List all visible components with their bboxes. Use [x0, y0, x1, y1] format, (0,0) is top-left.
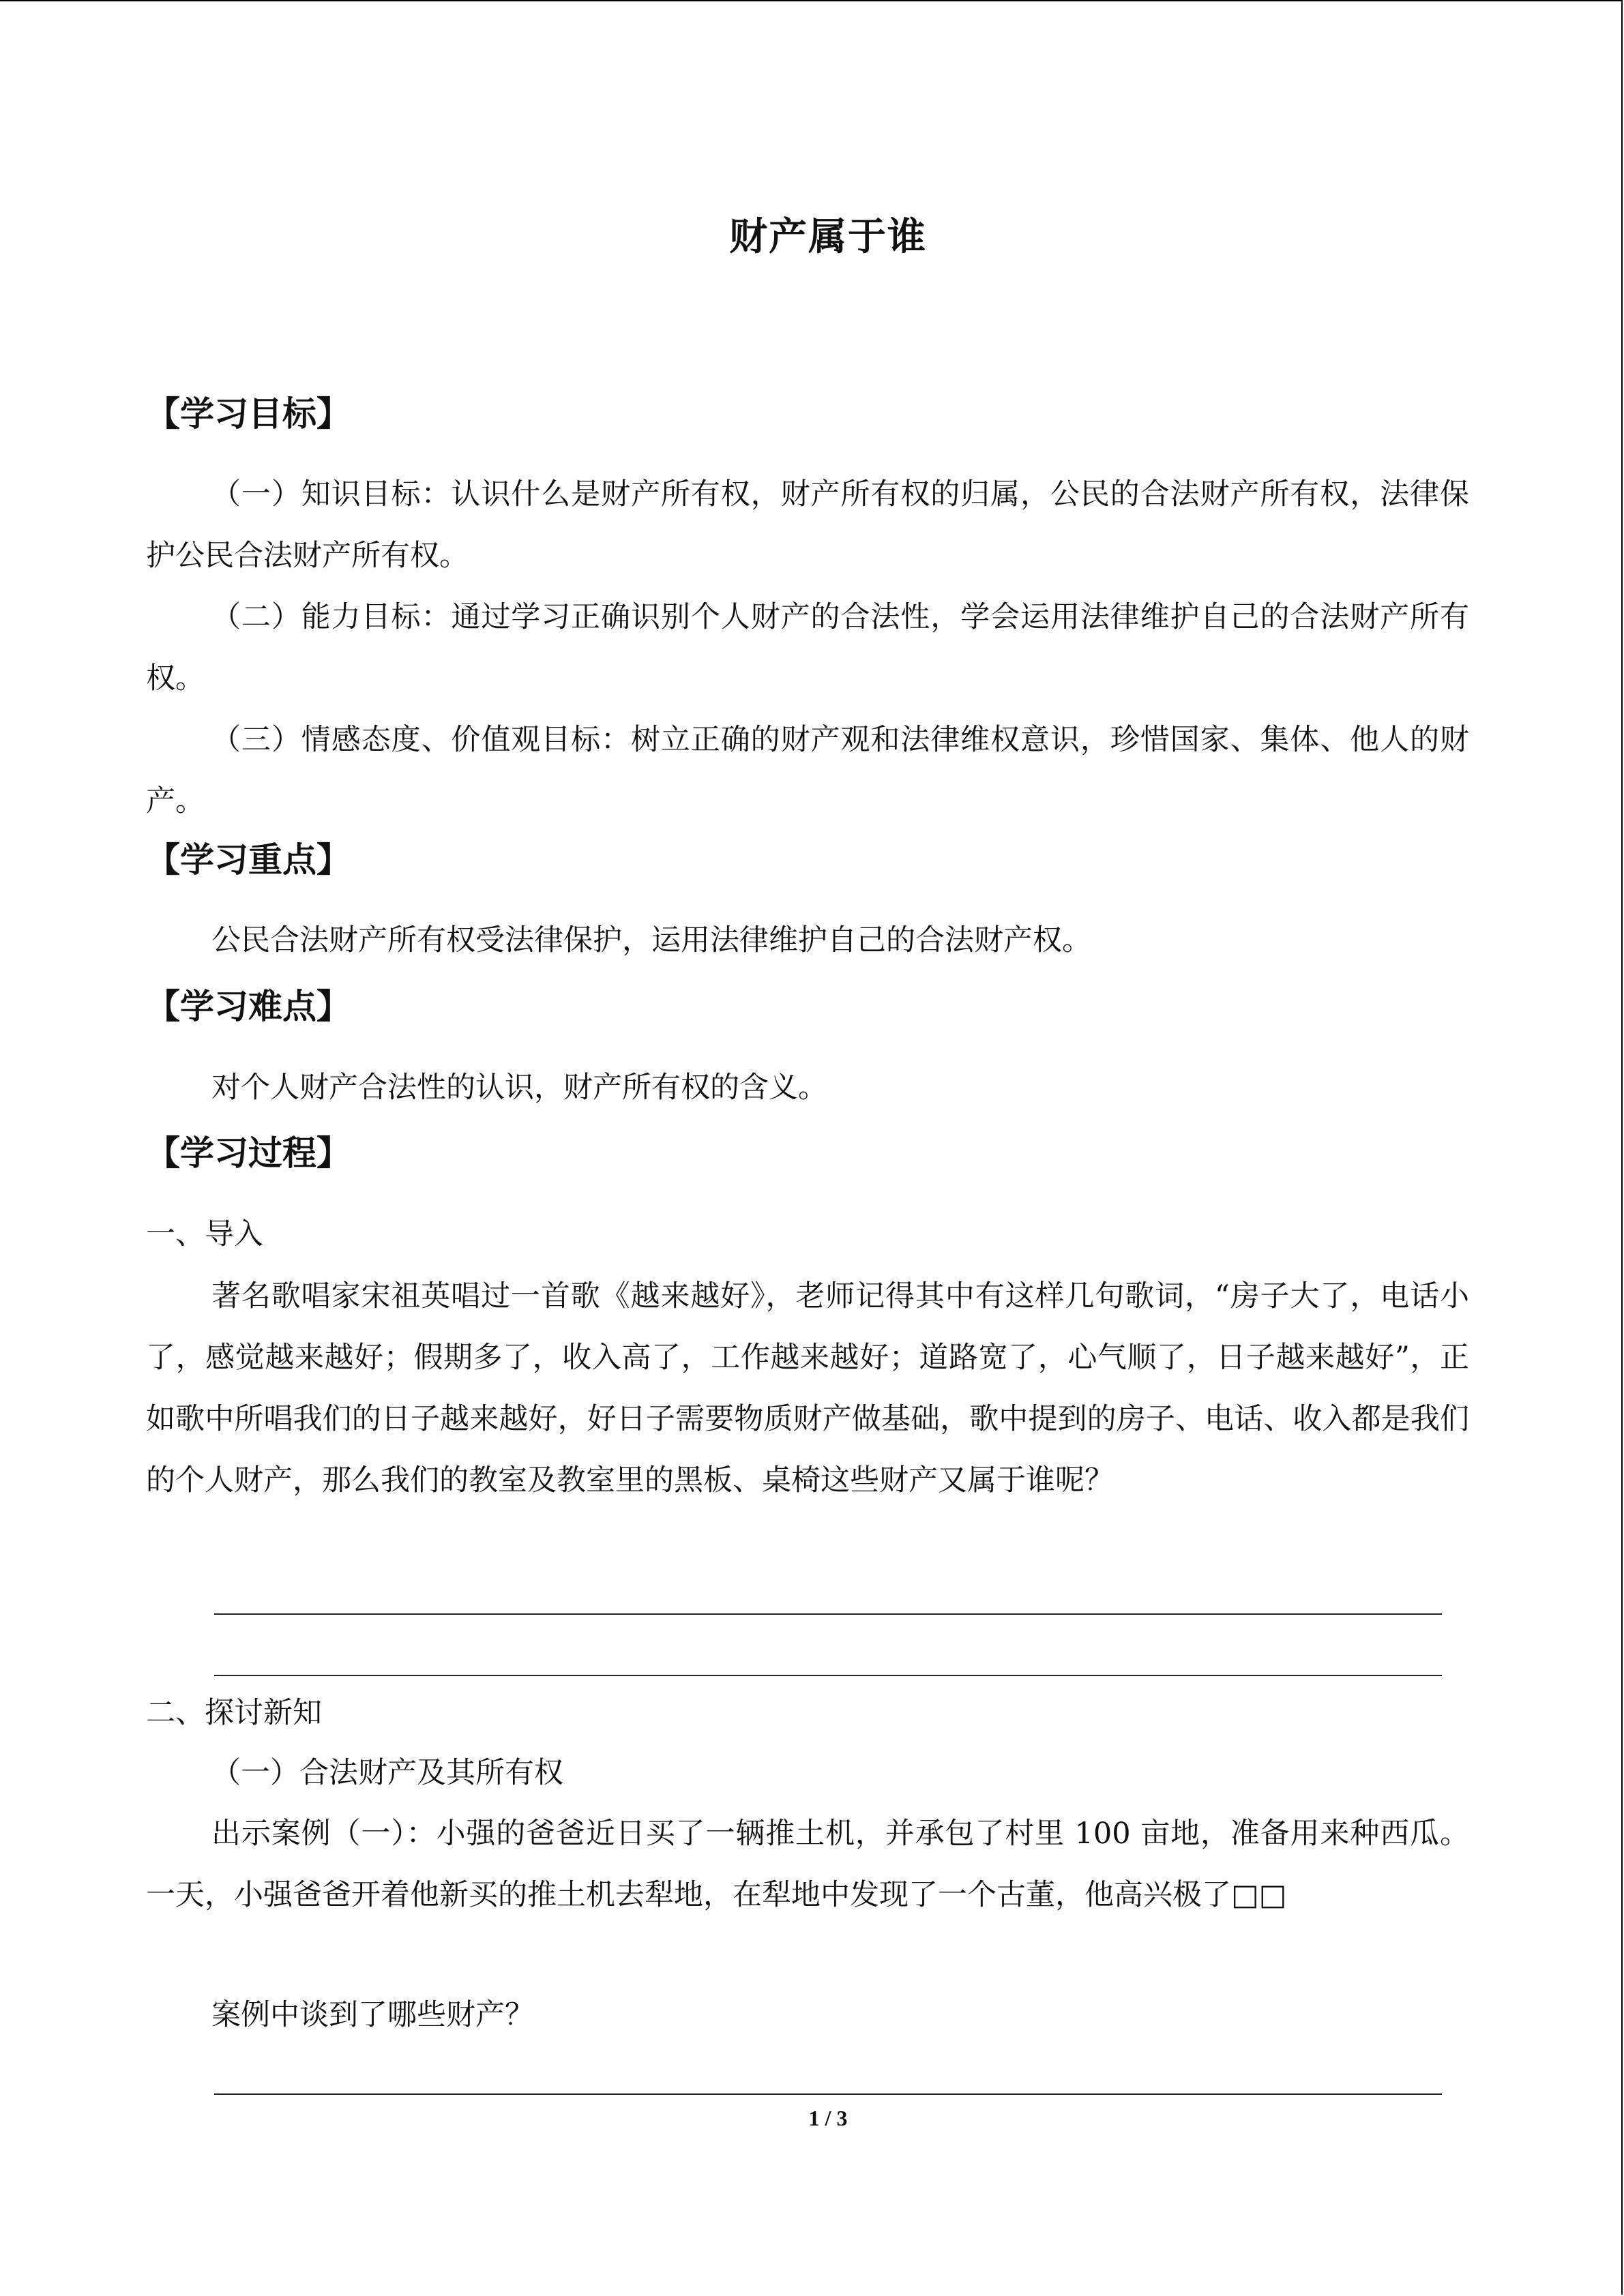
case-question: 案例中谈到了哪些财产？	[211, 1998, 534, 2032]
difficulty-text: 对个人财产合法性的认识，财产所有权的含义。	[211, 1071, 827, 1105]
intro-label: 一、导入	[146, 1217, 263, 1251]
goal-knowledge: （一）知识目标：认识什么是财产所有权，财产所有权的归属，公民的合法财产所有权，法律保护公民合法财产所有权。	[146, 477, 1469, 573]
document-title: 财产属于谁	[729, 215, 927, 259]
intro-text: 著名歌唱家宋祖英唱过一首歌《越来越好》，老师记得其中有这样几句歌词，“房子大了，电话小了，感觉越来越好；假期多了，收入高了，工作越来越好；道路宽了，心气顺了，日子越来越好”，正如歌中所唱我们的日子越来越好，好日子需要物质财产做基础，歌中提到的房子、电话、收入都是我们的个人财产，那么我们的教室及教室里的黑板、桌椅这些财产又属于谁呢？	[146, 1279, 1469, 1497]
focus-text: 公民合法财产所有权受法律保护，运用法律维护自己的合法财产权。	[211, 923, 1091, 957]
answer-line-3[interactable]	[214, 2093, 1442, 2095]
process-heading: 【学习过程】	[146, 1133, 351, 1173]
goal-ability: （二）能力目标：通过学习正确识别个人财产的合法性，学会运用法律维护自己的合法财产所有权。	[146, 600, 1469, 696]
case-text: 出示案例（一）：小强的爸爸近日买了一辆推土机，并承包了村里 100 亩地，准备用来种西瓜。一天，小强爸爸开着他新买的推土机去犁地，在犁地中发现了一个古董，他高兴极了□□	[146, 1817, 1469, 1912]
goals-heading: 【学习目标】	[146, 394, 351, 434]
answer-line-1[interactable]	[214, 1613, 1442, 1615]
page-number: 1 / 3	[808, 2106, 848, 2130]
difficulty-heading: 【学习难点】	[146, 987, 351, 1026]
explore-label: 二、探讨新知	[146, 1696, 322, 1730]
subsection-label: （一）合法财产及其所有权	[211, 1756, 563, 1790]
answer-line-2[interactable]	[214, 1675, 1442, 1676]
focus-heading: 【学习重点】	[146, 840, 351, 880]
goal-values: （三）情感态度、价值观目标：树立正确的财产观和法律维权意识，珍惜国家、集体、他人的财产。	[146, 723, 1469, 818]
